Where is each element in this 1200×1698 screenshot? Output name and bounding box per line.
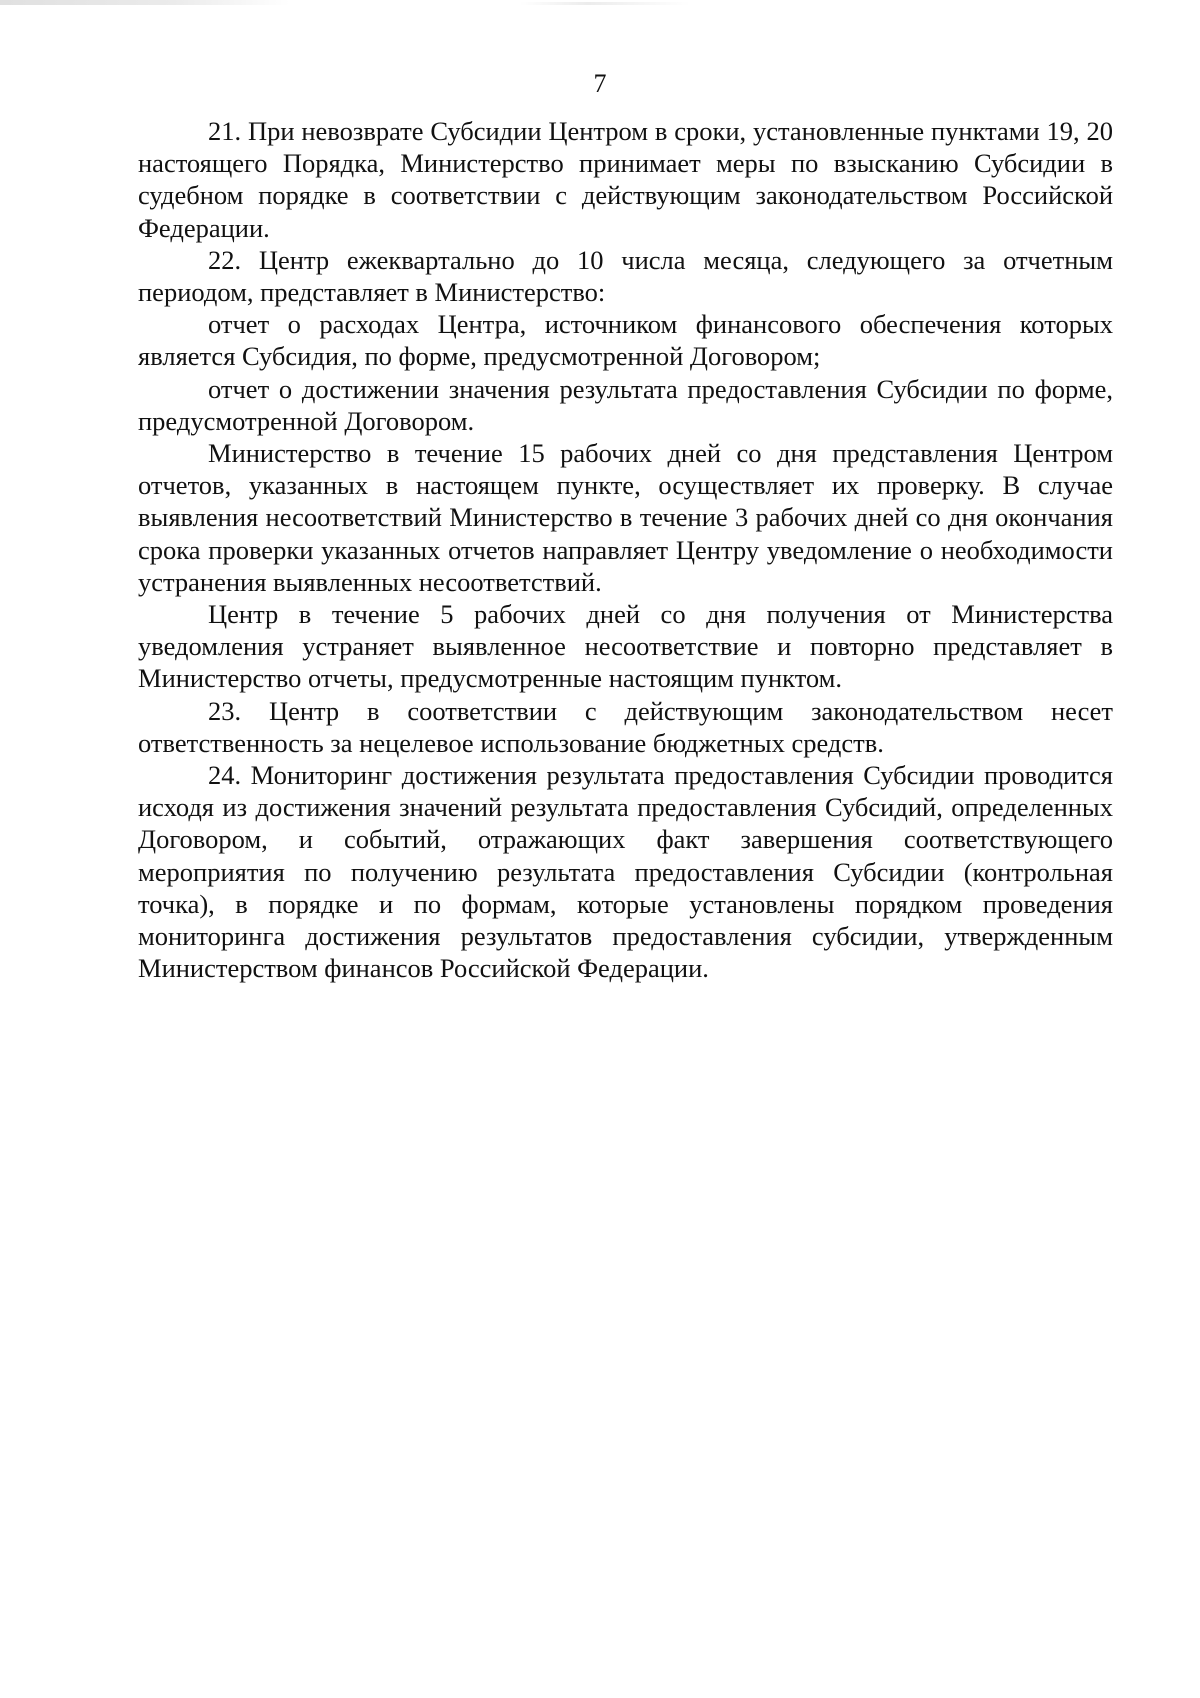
scan-artifact	[0, 0, 290, 5]
paragraph-22-center-correction: Центр в течение 5 рабочих дней со дня получения от Министерства уведомления устраняет выявленное несоответствие и повторно представляет в Министерство отчеты, предусмотренные настоящим пунктом.	[138, 599, 1113, 694]
paragraph-22-ministry-review: Министерство в течение 15 рабочих дней со дня представления Центром отчетов, указанных в настоящем пункте, осуществляет их проверку. В случае выявления несоответствий Министерство в течение 3 рабочих дней со дня окончания срока проверки указанных отчетов направляет Центру уведомление о необходимости устранения выявленных несоответствий.	[138, 438, 1113, 597]
paragraph-24: 24. Мониторинг достижения результата предоставления Субсидии проводится исходя из достижения значений результата предоставления Субсидий, определенных Договором, и событий, отражающих факт завершения соответствующего мероприятия по получению результата предоставления Субсидии (контрольная точка), в порядке и по формам, которые установлены порядком проведения мониторинга достижения результатов предоставления субсидии, утвержденным Министерством финансов Российской Федерации.	[138, 760, 1113, 984]
paragraph-22-expense-report: отчет о расходах Центра, источником финансового обеспечения которых является Субсидия, по форме, предусмотренной Договором;	[138, 309, 1113, 372]
page-number: 7	[593, 69, 607, 98]
scan-artifact	[520, 2, 690, 5]
paragraph-21: 21. При невозврате Субсидии Центром в сроки, установленные пунктами 19, 20 настоящего Порядка, Министерство принимает меры по взысканию Субсидии в судебном порядке в соответствии с действующим законодательством Российской Федерации.	[138, 116, 1113, 243]
paragraph-22-result-report: отчет о достижении значения результата предоставления Субсидии по форме, предусмотренной Договором.	[138, 373, 1113, 436]
document-body	[138, 115, 1113, 984]
paragraph-22: 22. Центр ежеквартально до 10 числа месяца, следующего за отчетным периодом, представляет в Министерство:	[138, 244, 1113, 308]
paragraph-23: 23. Центр в соответствии с действующим законодательством несет ответственность за нецелевое использование бюджетных средств.	[138, 695, 1113, 758]
